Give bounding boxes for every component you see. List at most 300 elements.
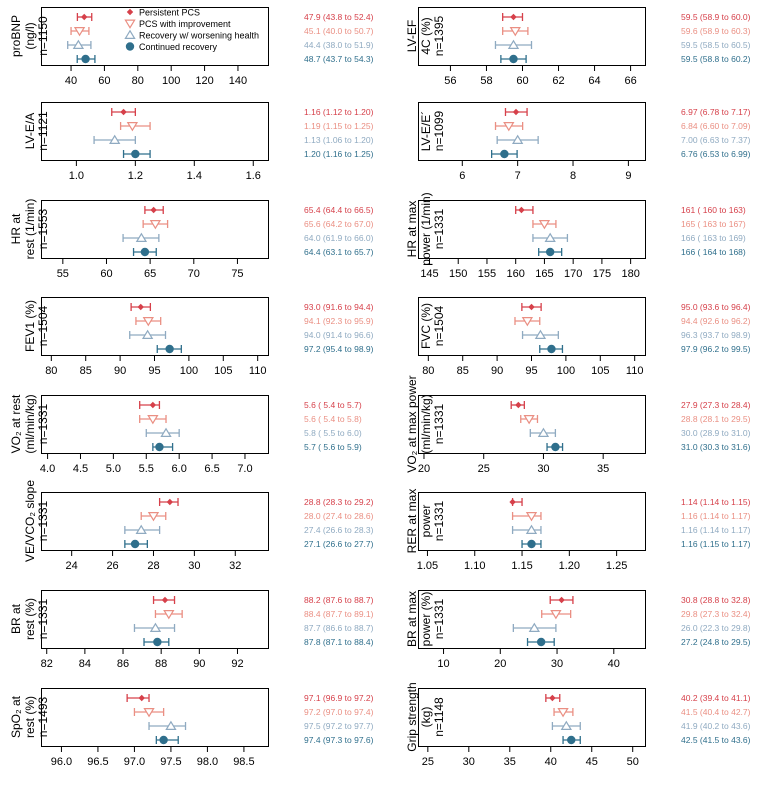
y-axis-label: n=1331 <box>36 598 51 640</box>
y-axis-label: n=1121 <box>36 111 51 151</box>
x-tick-label: 170 <box>563 268 583 280</box>
point-estimate-marker <box>155 443 163 451</box>
series-continued-recovery <box>501 55 526 63</box>
panel-frame <box>419 396 646 454</box>
series-pcs-with-improvement <box>140 415 166 423</box>
point-estimate-marker <box>150 402 156 408</box>
x-tick-label: 60 <box>516 75 529 87</box>
x-tick-label: 155 <box>477 268 497 280</box>
value-label: 6.84 (6.60 to 7.09) <box>681 121 751 131</box>
x-tick-label: 1.4 <box>186 170 202 182</box>
point-estimate-marker <box>558 597 564 603</box>
series-continued-recovery <box>77 55 95 63</box>
x-tick-label: 50 <box>626 756 639 768</box>
value-label: 1.19 (1.15 to 1.25) <box>304 121 374 131</box>
series-persistent-pcs <box>145 206 163 214</box>
x-tick-label: 92 <box>231 658 244 670</box>
y-axis-label: (ml/min/kg) <box>419 394 434 454</box>
x-tick-label: 5.0 <box>105 463 122 475</box>
x-tick-label: 120 <box>195 75 214 87</box>
value-label: 48.7 (43.7 to 54.3) <box>304 54 374 64</box>
panel-frame <box>42 493 269 551</box>
legend-entry: PCS with improvement <box>139 19 231 29</box>
x-tick-label: 100 <box>556 365 576 377</box>
value-label: 1.16 (1.12 to 1.20) <box>304 107 374 117</box>
point-estimate-marker <box>139 695 145 701</box>
y-axis-label: n=1331 <box>432 500 447 542</box>
y-axis-label: n=1504 <box>432 305 447 347</box>
series-recovery-w-worsening-health <box>134 624 174 632</box>
value-label: 88.2 (87.6 to 88.7) <box>304 595 374 605</box>
legend-entry: Persistent PCS <box>139 7 201 18</box>
panel-lv-ef-4c <box>405 8 750 88</box>
x-tick-label: 98.5 <box>233 756 255 768</box>
series-pcs-with-improvement <box>71 27 89 35</box>
x-tick-label: 25 <box>477 463 490 475</box>
y-axis-label: n=1493 <box>36 696 51 738</box>
x-tick-label: 66 <box>624 75 637 87</box>
x-tick-label: 1.6 <box>245 170 261 182</box>
panel-ve-vco2-slope <box>23 480 373 572</box>
series-continued-recovery <box>563 736 580 744</box>
series-recovery-w-worsening-health <box>497 136 538 144</box>
panel-frame <box>42 298 269 356</box>
series-pcs-with-improvement <box>515 317 540 325</box>
point-estimate-marker <box>513 109 519 115</box>
value-label: 5.8 ( 5.5 to 6.0) <box>304 428 362 438</box>
point-estimate-marker <box>549 695 555 701</box>
series-continued-recovery <box>492 150 517 158</box>
x-tick-label: 90 <box>193 658 206 670</box>
series-pcs-with-improvement <box>554 708 573 716</box>
point-estimate-marker <box>162 597 168 603</box>
legend-marker <box>127 9 133 15</box>
series-continued-recovery <box>539 248 562 256</box>
y-axis-label: HR at <box>9 213 24 245</box>
y-axis-label: n=1148 <box>432 697 447 737</box>
y-axis-label: n=1553 <box>36 208 51 250</box>
x-tick-label: 86 <box>116 658 130 670</box>
series-pcs-with-improvement <box>121 122 150 130</box>
point-estimate-marker <box>510 14 516 20</box>
y-axis-label: (kg) <box>419 706 434 728</box>
value-label: 7.00 (6.63 to 7.37) <box>681 135 751 145</box>
legend <box>125 8 259 53</box>
y-axis-label: power (%) <box>419 591 434 647</box>
point-estimate-marker <box>528 304 534 310</box>
legend-entry: Continued recovery <box>139 42 218 52</box>
value-label: 87.7 (86.6 to 88.7) <box>304 623 374 633</box>
x-tick-label: 6.0 <box>171 463 187 475</box>
series-recovery-w-worsening-health <box>125 526 160 534</box>
panel-br-at-rest <box>9 591 373 671</box>
series-persistent-pcs <box>511 401 524 409</box>
series-recovery-w-worsening-health <box>513 624 556 632</box>
value-label: 5.6 ( 5.4 to 5.7) <box>304 400 362 410</box>
y-axis-label: LV-E/A <box>23 112 38 150</box>
value-label: 59.5 (58.9 to 60.0) <box>681 12 751 22</box>
y-axis-label: HR at max <box>405 200 420 258</box>
series-recovery-w-worsening-health <box>94 136 135 144</box>
legend-marker <box>126 42 134 50</box>
series-persistent-pcs <box>77 13 91 21</box>
y-axis-label: n=1331 <box>36 500 51 542</box>
series-continued-recovery <box>528 638 555 646</box>
value-label: 165 ( 163 to 167) <box>681 219 746 229</box>
point-estimate-marker <box>167 499 173 505</box>
series-persistent-pcs <box>503 13 523 21</box>
x-tick-label: 9 <box>625 170 632 182</box>
x-tick-label: 82 <box>40 658 53 670</box>
x-tick-label: 70 <box>187 268 200 280</box>
series-persistent-pcs <box>154 596 175 604</box>
value-label: 28.8 (28.1 to 29.5) <box>681 414 751 424</box>
panel-frame <box>419 8 646 66</box>
value-label: 1.14 (1.14 to 1.15) <box>681 497 751 507</box>
series-continued-recovery <box>124 150 151 158</box>
x-tick-label: 1.10 <box>464 560 486 572</box>
x-tick-label: 95 <box>525 365 538 377</box>
value-label: 59.5 (58.5 to 60.5) <box>681 40 751 50</box>
x-tick-label: 40 <box>607 658 620 670</box>
point-estimate-marker <box>153 638 161 646</box>
y-axis-label: LV-EF <box>405 19 420 53</box>
point-estimate-marker <box>567 736 575 744</box>
value-label: 1.13 (1.06 to 1.20) <box>304 135 374 145</box>
point-estimate-marker <box>509 55 517 63</box>
series-continued-recovery <box>134 248 157 256</box>
series-continued-recovery <box>157 345 181 353</box>
x-tick-label: 180 <box>621 268 640 280</box>
x-tick-label: 6 <box>459 170 466 182</box>
value-label: 47.9 (43.8 to 52.4) <box>304 12 374 22</box>
point-estimate-marker <box>527 540 535 548</box>
panel-hr-at-rest-1-min <box>9 199 373 280</box>
y-axis-label: VE/VCO₂ slope <box>23 479 38 563</box>
value-label: 65.6 (64.2 to 67.0) <box>304 219 374 229</box>
y-axis-label: SpO₂ at <box>9 695 24 739</box>
x-tick-label: 84 <box>78 658 91 670</box>
value-label: 5.6 ( 5.4 to 5.8) <box>304 414 362 424</box>
point-estimate-marker <box>547 345 555 353</box>
x-tick-label: 160 <box>506 268 525 280</box>
value-label: 64.4 (63.1 to 65.7) <box>304 247 374 257</box>
x-tick-label: 65 <box>144 268 157 280</box>
panel-probnp-ng-l <box>9 8 373 88</box>
value-label: 42.5 (41.5 to 43.6) <box>681 735 751 745</box>
x-tick-label: 28 <box>147 560 160 572</box>
x-tick-label: 60 <box>100 268 113 280</box>
x-tick-label: 32 <box>229 560 242 572</box>
series-persistent-pcs <box>505 108 527 116</box>
y-axis-label: 4C (%) <box>419 17 434 55</box>
value-label: 27.9 (27.3 to 28.4) <box>681 400 751 410</box>
series-pcs-with-improvement <box>155 610 182 618</box>
point-estimate-marker <box>131 540 139 548</box>
value-label: 97.5 (97.2 to 97.7) <box>304 721 374 731</box>
value-label: 1.20 (1.16 to 1.25) <box>304 149 374 159</box>
legend-entry: Recovery w/ worsening health <box>139 30 260 41</box>
y-axis-label: FEV1 (%) <box>23 299 38 353</box>
value-label: 65.4 (64.4 to 66.5) <box>304 205 374 215</box>
x-tick-label: 175 <box>592 268 612 280</box>
x-tick-label: 7.0 <box>237 463 253 475</box>
legend-marker <box>125 31 134 39</box>
value-label: 96.3 (93.7 to 98.9) <box>681 330 751 340</box>
panel-frame <box>419 201 646 259</box>
series-recovery-w-worsening-health <box>68 41 91 49</box>
value-label: 6.97 (6.78 to 7.17) <box>681 107 751 117</box>
series-recovery-w-worsening-health <box>533 234 567 242</box>
value-label: 41.5 (40.4 to 42.7) <box>681 707 751 717</box>
series-persistent-pcs <box>160 498 178 506</box>
panel-hr-at-max-power-1-min <box>405 192 746 280</box>
panel-frame <box>419 591 646 649</box>
series-continued-recovery <box>522 540 541 548</box>
series-continued-recovery <box>153 443 173 451</box>
point-estimate-marker <box>500 150 508 158</box>
value-label: 45.1 (40.0 to 50.7) <box>304 26 374 36</box>
y-axis-label: n=1395 <box>432 15 447 57</box>
x-tick-label: 30 <box>188 560 201 572</box>
value-label: 95.0 (93.6 to 96.4) <box>681 302 751 312</box>
series-continued-recovery <box>156 736 178 744</box>
series-pcs-with-improvement <box>141 512 166 520</box>
point-estimate-marker <box>537 638 545 646</box>
x-tick-label: 95 <box>148 365 161 377</box>
value-label: 28.0 (27.4 to 28.6) <box>304 511 374 521</box>
x-tick-label: 1.05 <box>416 560 439 572</box>
y-axis-label: n=1331 <box>432 598 447 640</box>
x-tick-label: 10 <box>437 658 450 670</box>
point-estimate-marker <box>515 402 521 408</box>
x-tick-label: 165 <box>535 268 554 280</box>
x-tick-label: 1.2 <box>127 170 143 182</box>
value-label: 59.6 (58.9 to 60.3) <box>681 26 751 36</box>
x-tick-label: 105 <box>214 365 233 377</box>
x-tick-label: 1.0 <box>68 170 85 182</box>
panel-fev1 <box>23 298 373 378</box>
value-label: 27.1 (26.6 to 27.7) <box>304 539 374 549</box>
value-label: 94.4 (92.6 to 96.2) <box>681 316 751 326</box>
y-axis-label: (ml/min/kg) <box>23 394 38 454</box>
series-persistent-pcs <box>550 596 573 604</box>
x-tick-label: 100 <box>179 365 199 377</box>
series-persistent-pcs <box>509 498 522 506</box>
point-estimate-marker <box>546 248 554 256</box>
point-estimate-marker <box>159 736 167 744</box>
value-label: 5.7 ( 5.6 to 5.9) <box>304 442 362 452</box>
point-estimate-marker <box>141 248 149 256</box>
point-estimate-marker <box>81 55 89 63</box>
value-label: 41.9 (40.2 to 43.6) <box>681 721 751 731</box>
panel-frame <box>419 103 646 161</box>
panel-vo2-at-rest-ml-min-kg <box>9 394 362 475</box>
value-label: 29.8 (27.3 to 32.4) <box>681 609 751 619</box>
point-estimate-marker <box>509 499 515 505</box>
y-axis-label: n=1331 <box>432 403 447 445</box>
series-recovery-w-worsening-health <box>523 331 559 339</box>
panel-vo2-at-max-power-ml-min-kg <box>405 375 750 475</box>
x-tick-label: 90 <box>113 365 127 377</box>
x-tick-label: 85 <box>79 365 92 377</box>
series-persistent-pcs <box>522 303 541 311</box>
x-tick-label: 80 <box>45 365 58 377</box>
x-tick-label: 58 <box>480 75 493 87</box>
value-label: 1.16 (1.14 to 1.17) <box>681 525 751 535</box>
x-tick-label: 75 <box>231 268 244 280</box>
series-persistent-pcs <box>546 694 560 702</box>
value-label: 87.8 (87.1 to 88.4) <box>304 637 374 647</box>
x-tick-label: 145 <box>420 268 439 280</box>
series-persistent-pcs <box>127 694 149 702</box>
x-tick-label: 110 <box>625 365 644 377</box>
x-tick-label: 1.15 <box>511 560 533 572</box>
y-axis-label: power (1/min) <box>419 192 434 266</box>
y-axis-label: n=1150 <box>36 16 51 56</box>
y-axis-label: VO₂ at rest <box>9 394 24 454</box>
x-tick-label: 35 <box>503 756 516 768</box>
x-tick-label: 60 <box>98 75 111 87</box>
panel-frame <box>419 689 646 747</box>
series-pcs-with-improvement <box>513 512 541 520</box>
value-label: 161 ( 160 to 163) <box>681 205 746 215</box>
x-tick-label: 20 <box>417 463 431 475</box>
series-persistent-pcs <box>131 303 150 311</box>
x-tick-label: 98.0 <box>196 756 219 768</box>
x-tick-label: 30 <box>537 463 550 475</box>
panel-grip-strength-kg <box>405 682 750 768</box>
x-tick-label: 6.5 <box>204 463 220 475</box>
series-recovery-w-worsening-health <box>552 722 580 730</box>
series-recovery-w-worsening-health <box>123 234 159 242</box>
value-label: 6.76 (6.53 to 6.99) <box>681 149 751 159</box>
x-tick-label: 80 <box>131 75 144 87</box>
panel-fvc <box>419 298 751 378</box>
point-estimate-marker <box>81 14 87 20</box>
point-estimate-marker <box>138 304 144 310</box>
x-tick-label: 56 <box>444 75 457 87</box>
x-tick-label: 96.0 <box>50 756 73 768</box>
value-label: 27.4 (26.6 to 28.3) <box>304 525 374 535</box>
x-tick-label: 62 <box>552 75 565 87</box>
series-pcs-with-improvement <box>503 27 528 35</box>
value-label: 1.16 (1.14 to 1.17) <box>681 511 751 521</box>
panel-rer-at-max-power <box>405 489 750 572</box>
point-estimate-marker <box>120 109 126 115</box>
y-axis-label: n=1331 <box>36 403 51 445</box>
value-label: 97.9 (96.2 to 99.5) <box>681 344 751 354</box>
x-tick-label: 80 <box>422 365 435 377</box>
value-label: 97.2 (97.0 to 97.4) <box>304 707 374 717</box>
value-label: 1.16 (1.15 to 1.17) <box>681 539 751 549</box>
x-tick-label: 7 <box>514 170 521 182</box>
x-tick-label: 1.25 <box>605 560 628 572</box>
value-label: 28.8 (28.3 to 29.2) <box>304 497 374 507</box>
y-axis-label: VO₂ at max power <box>405 375 420 473</box>
x-tick-label: 100 <box>162 75 181 87</box>
value-label: 30.0 (28.9 to 31.0) <box>681 428 751 438</box>
value-label: 26.0 (22.3 to 29.8) <box>681 623 751 633</box>
y-axis-label: proBNP <box>9 14 24 58</box>
value-label: 93.0 (91.6 to 94.4) <box>304 302 374 312</box>
series-pcs-with-improvement <box>496 122 523 130</box>
panel-br-at-max-power <box>405 591 750 671</box>
value-label: 30.8 (28.8 to 32.8) <box>681 595 751 605</box>
series-continued-recovery <box>540 345 563 353</box>
y-axis-label: n=1331 <box>432 208 447 250</box>
y-axis-label: rest (1/min) <box>23 198 38 260</box>
value-label: 97.2 (95.4 to 98.9) <box>304 344 374 354</box>
value-label: 88.4 (87.7 to 89.1) <box>304 609 374 619</box>
y-axis-label: LV-E/E´ <box>419 110 434 152</box>
series-recovery-w-worsening-health <box>513 526 541 534</box>
y-axis-label: FVC (%) <box>419 303 434 349</box>
point-estimate-marker <box>150 207 156 213</box>
x-tick-label: 40 <box>544 756 557 768</box>
panel-lv-e-a <box>23 103 373 183</box>
y-axis-label: BR at max <box>405 590 420 648</box>
x-tick-label: 35 <box>597 463 610 475</box>
series-recovery-w-worsening-health <box>149 722 185 730</box>
point-estimate-marker <box>131 150 139 158</box>
y-axis-label: n=1504 <box>36 305 51 347</box>
x-tick-label: 30 <box>462 756 475 768</box>
series-continued-recovery <box>144 638 169 646</box>
series-pcs-with-improvement <box>521 415 538 423</box>
series-persistent-pcs <box>516 206 533 214</box>
x-tick-label: 26 <box>106 560 119 572</box>
x-tick-label: 20 <box>494 658 507 670</box>
value-label: 64.0 (61.9 to 66.0) <box>304 233 374 243</box>
y-axis-label: (ng/l) <box>23 22 38 50</box>
x-tick-label: 110 <box>248 365 267 377</box>
series-recovery-w-worsening-health <box>146 429 179 437</box>
x-tick-label: 45 <box>585 756 598 768</box>
series-continued-recovery <box>547 443 563 451</box>
y-axis-label: BR at <box>9 603 24 635</box>
y-axis-label: Grip strength <box>405 682 420 752</box>
series-pcs-with-improvement <box>134 708 163 716</box>
x-tick-label: 140 <box>228 75 248 87</box>
x-tick-label: 88 <box>155 658 168 670</box>
y-axis-label: RER at max <box>405 488 420 554</box>
value-label: 97.4 (97.3 to 97.6) <box>304 735 374 745</box>
x-tick-label: 90 <box>490 365 504 377</box>
series-recovery-w-worsening-health <box>495 41 531 49</box>
value-label: 166 ( 163 to 169) <box>681 233 746 243</box>
x-tick-label: 40 <box>64 75 78 87</box>
value-label: 97.1 (96.9 to 97.2) <box>304 693 374 703</box>
series-pcs-with-improvement <box>533 220 556 228</box>
panel-spo2-at-rest <box>9 689 373 769</box>
series-persistent-pcs <box>112 108 136 116</box>
legend-marker <box>125 20 134 28</box>
point-estimate-marker <box>551 443 559 451</box>
value-label: 31.0 (30.3 to 31.6) <box>681 442 751 452</box>
series-continued-recovery <box>125 540 147 548</box>
y-axis-label: rest (%) <box>23 696 38 738</box>
series-pcs-with-improvement <box>542 610 571 618</box>
series-pcs-with-improvement <box>136 317 161 325</box>
point-estimate-marker <box>518 207 524 213</box>
x-tick-label: 96.5 <box>87 756 109 768</box>
y-axis-label: n=1099 <box>432 110 447 152</box>
x-tick-label: 97.0 <box>123 756 146 768</box>
value-label: 40.2 (39.4 to 41.1) <box>681 693 751 703</box>
x-tick-label: 55 <box>56 268 69 280</box>
x-tick-label: 30 <box>550 658 564 670</box>
